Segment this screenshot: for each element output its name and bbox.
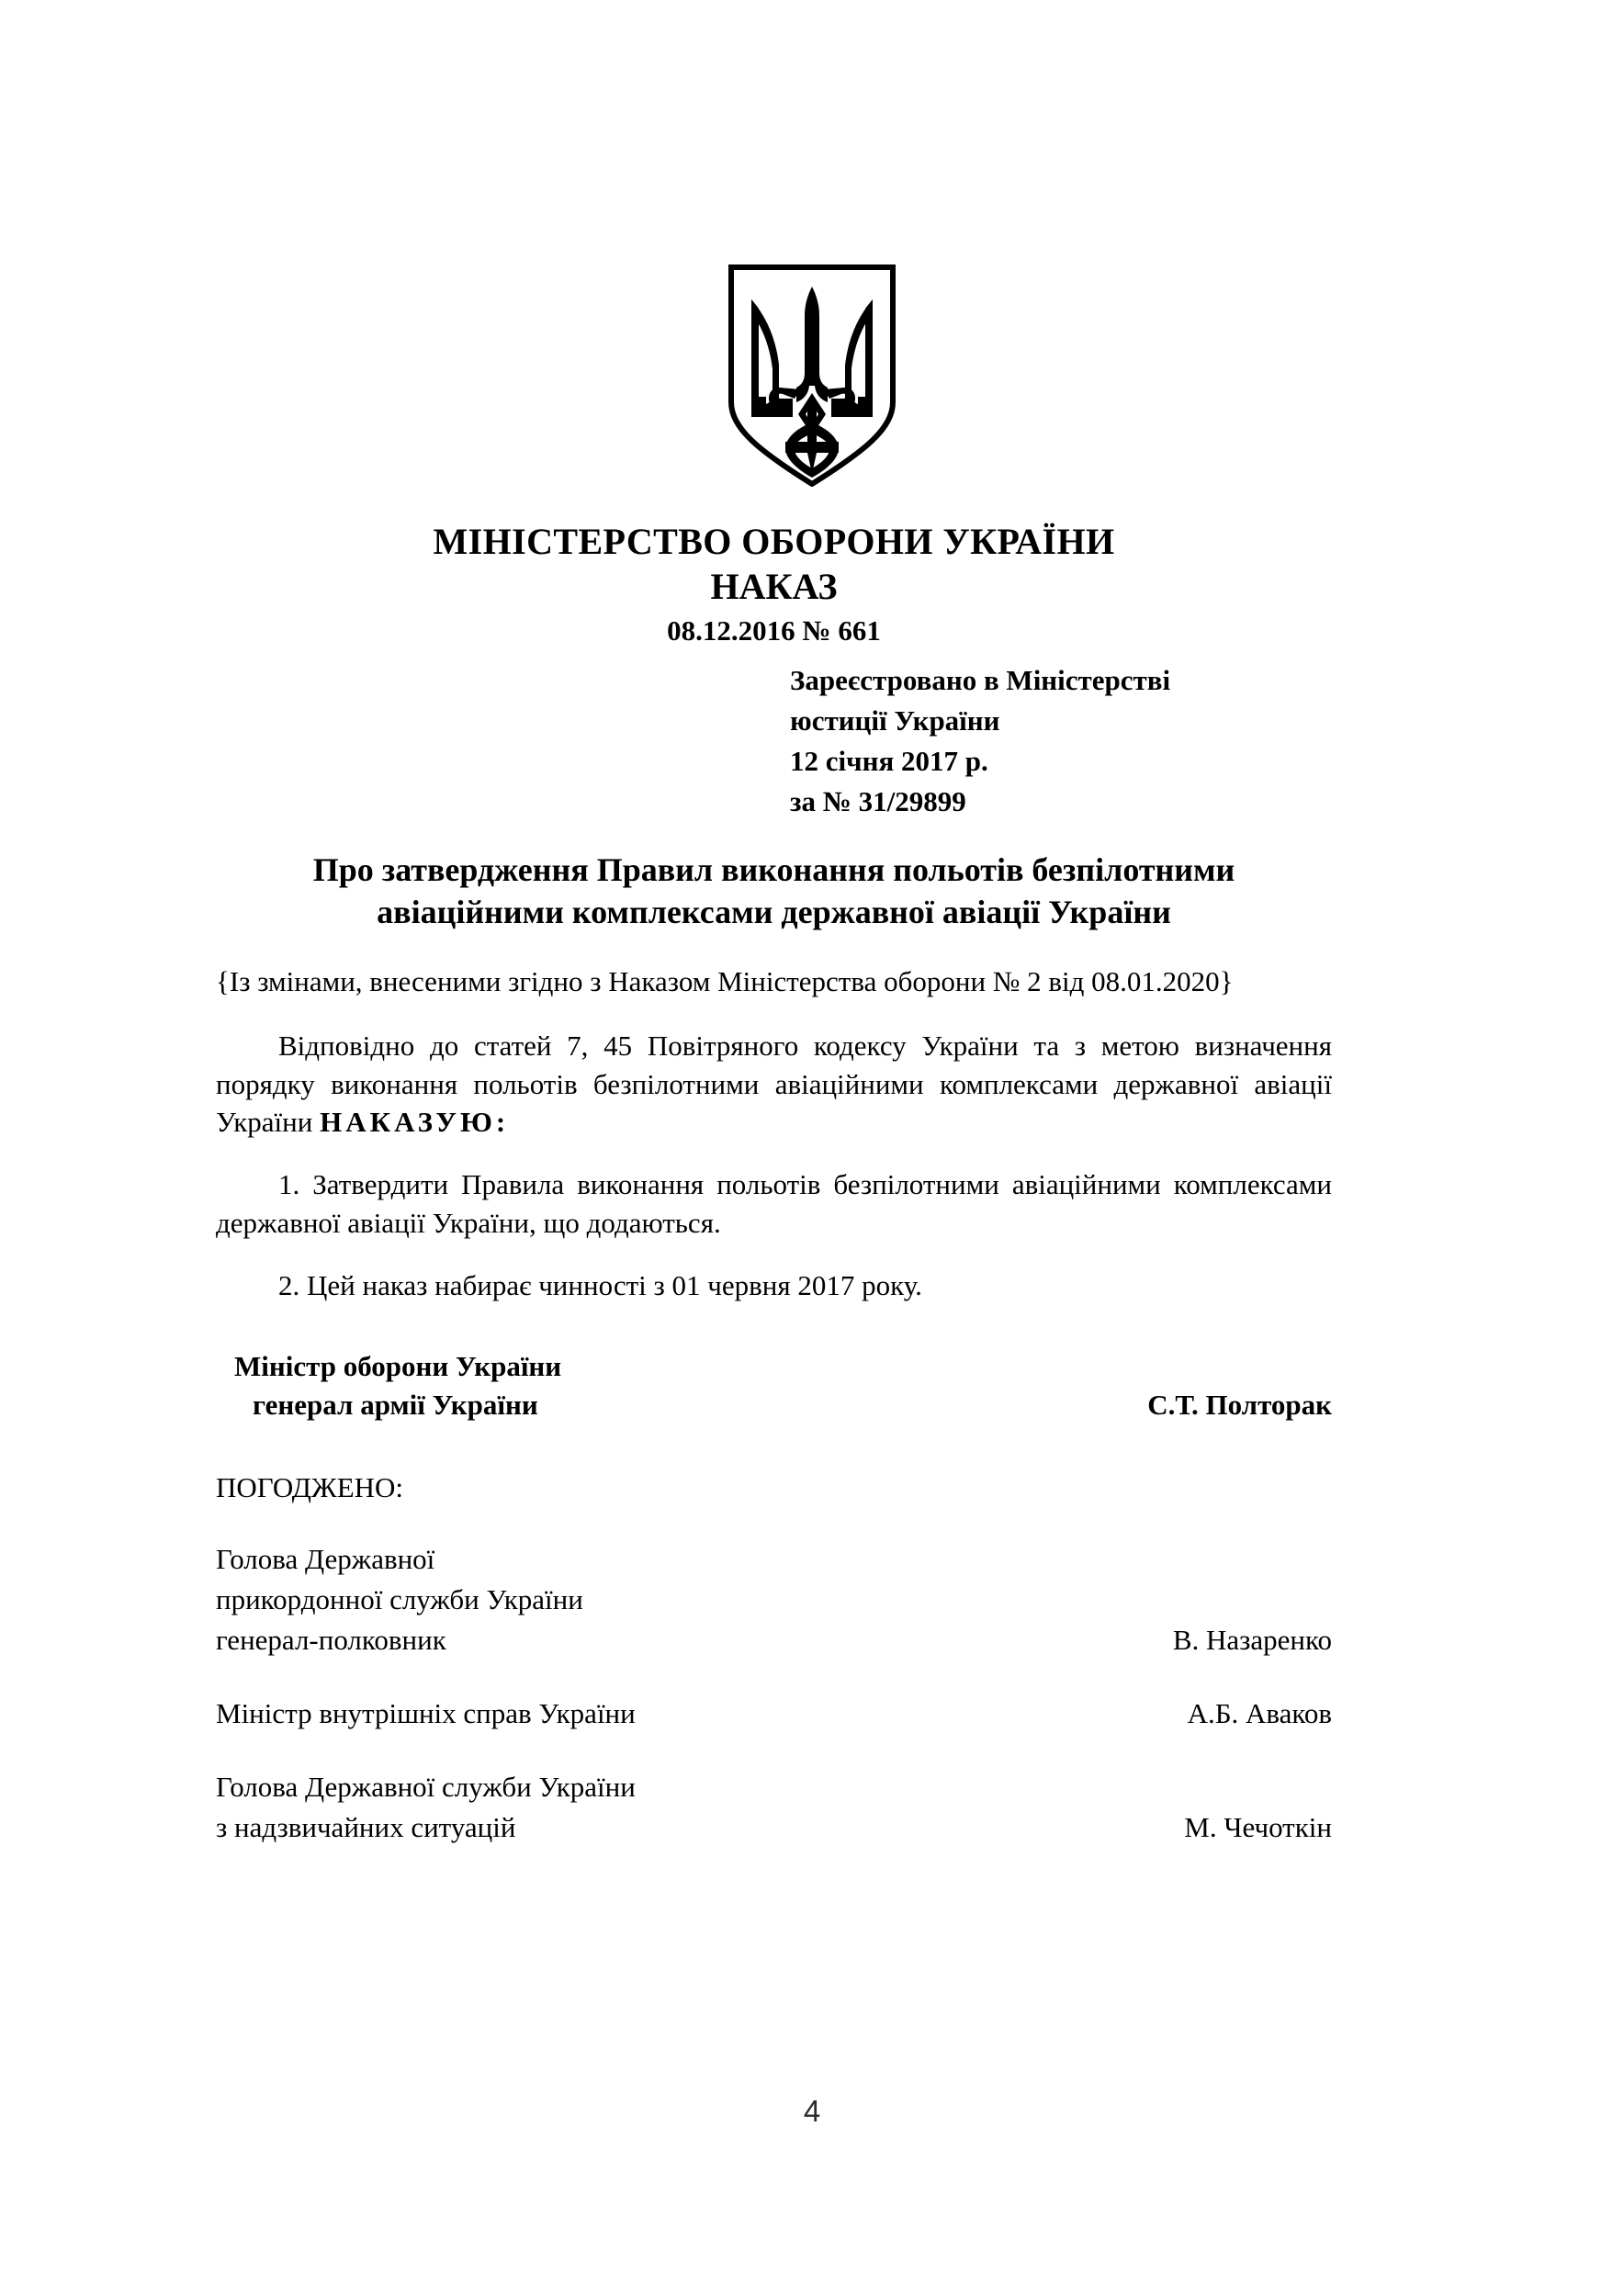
approval-2-titles [216, 1694, 1116, 1734]
approval-1-line-3: генерал-полковник [216, 1624, 446, 1657]
minister-title-line-1: Міністр оборони України [234, 1349, 562, 1382]
approval-1-line-2: прикордонної служби України [216, 1583, 583, 1616]
minister-signature-block [216, 1347, 1332, 1425]
order-item-2: 2. Цей наказ набирає чинності з 01 червня 2017 року. [278, 1268, 922, 1301]
preamble-paragraph [216, 1027, 1332, 1142]
page-number: 4 [803, 2094, 821, 2128]
approval-row-1 [216, 1539, 1332, 1660]
preamble-text: Відповідно до статей 7, 45 Повітряного кодексу України та з метою визначення порядку виконання польотів безпілотними авіаційними комплексами державної авіації України [216, 1029, 1332, 1139]
approval-1-titles [216, 1539, 1116, 1660]
minister-name: С.Т. Полторак [1147, 1389, 1332, 1422]
approval-3-name: М. Чечоткін [1184, 1811, 1332, 1844]
approval-row-2 [216, 1694, 1332, 1734]
registration-block [790, 660, 1332, 822]
order-item-1: 1. Затвердити Правила виконання польотів безпілотними авіаційними комплексами державної авіації України, що додаються. [216, 1168, 1332, 1240]
approval-3-line-1: Голова Державної служби України [216, 1771, 636, 1804]
approval-1-line-1: Голова Державної [216, 1543, 435, 1576]
registration-line-1: Зареєстровано в Міністерстві [790, 663, 1171, 696]
registration-line-4: за № 31/29899 [790, 784, 966, 817]
amendment-note: {Із змінами, внесеними згідно з Наказом Міністерства оборони № 2 від 08.01.2020} [216, 965, 1234, 998]
approval-1-name: В. Назаренко [1172, 1624, 1332, 1657]
registration-line-3: 12 січня 2017 р. [790, 744, 988, 777]
approval-3-line-2: з надзвичайних ситуацій [216, 1811, 516, 1844]
document-header [216, 522, 1332, 608]
ministry-name: МІНІСТЕРСТВО ОБОРОНИ УКРАЇНИ [433, 521, 1115, 562]
order-keyword: НАКАЗУЮ: [320, 1106, 510, 1139]
date-and-number: 08.12.2016 № 661 [667, 613, 881, 647]
document-content [216, 0, 1332, 1848]
registration-line-2: юстиції України [790, 703, 1000, 737]
approval-2-name: А.Б. Аваков [1187, 1697, 1332, 1730]
approval-2-line-1: Міністр внутрішніх справ України [216, 1697, 636, 1730]
approved-label: ПОГОДЖЕНО: [216, 1470, 404, 1503]
document-title: Про затвердження Правил виконання польотів безпілотними авіаційними комплексами державної авіації України [312, 850, 1235, 930]
document-type: НАКАЗ [710, 565, 838, 607]
minister-title-line-2: генерал армії України [253, 1389, 538, 1422]
approval-row-3 [216, 1767, 1332, 1848]
approval-3-titles [216, 1767, 1116, 1848]
